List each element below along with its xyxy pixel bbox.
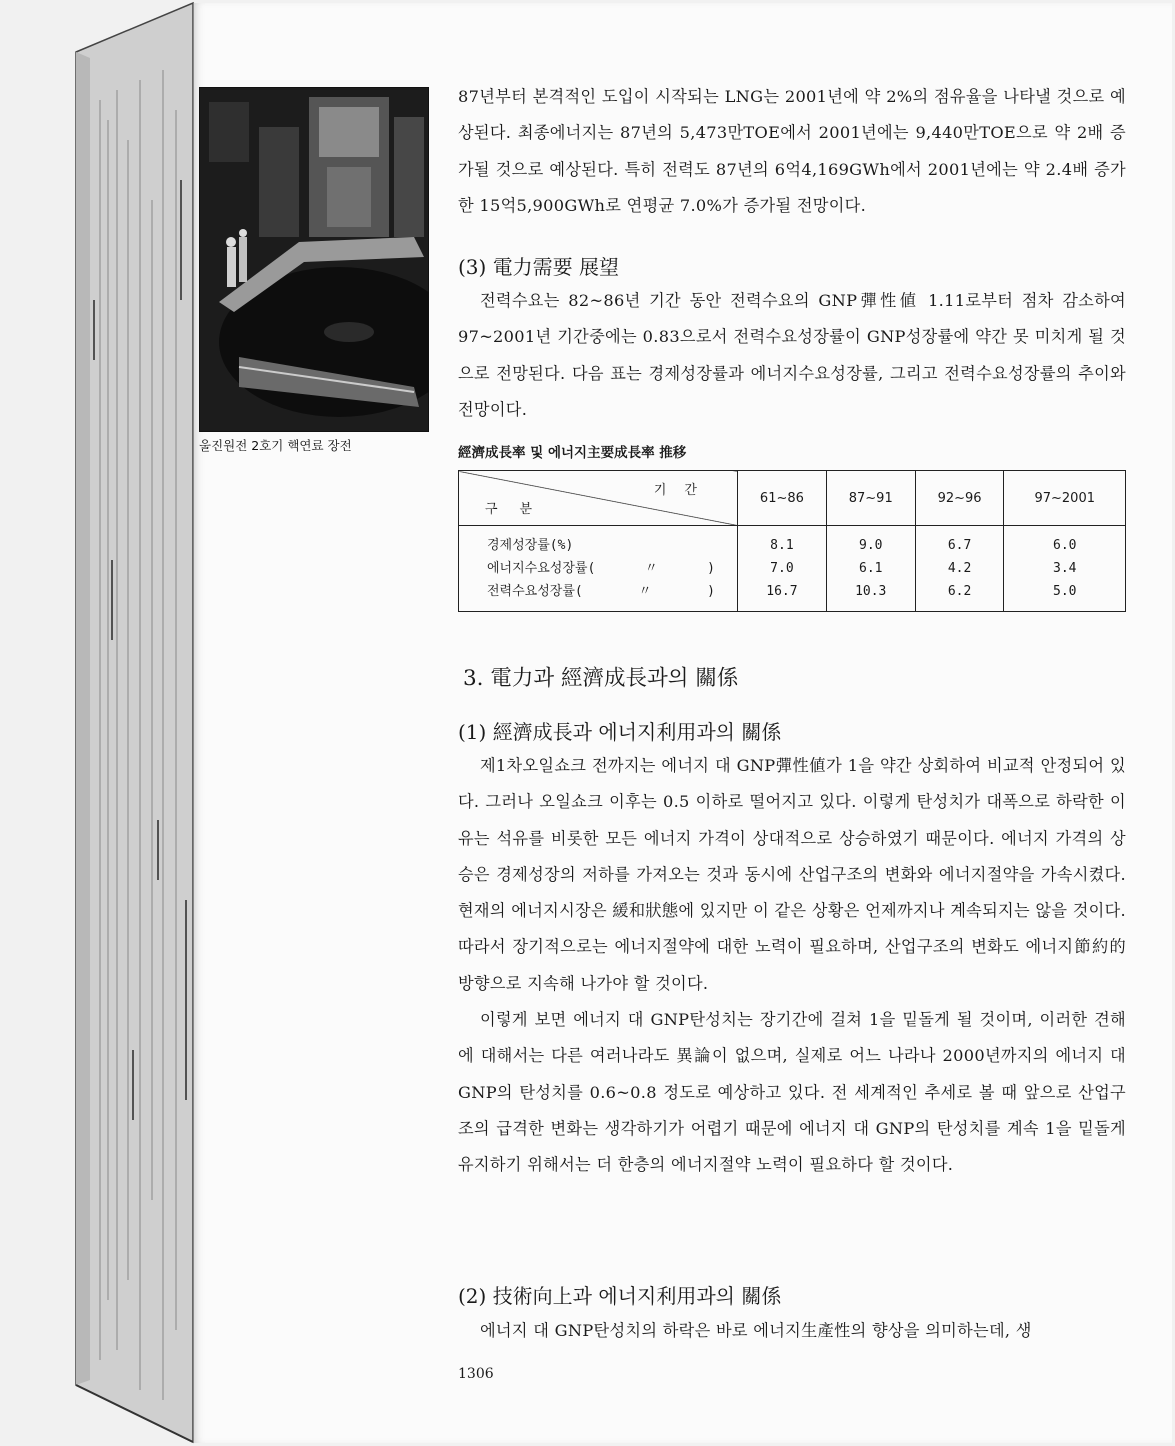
table-cell: 6.0 — [1053, 538, 1077, 553]
table-cell: 8.1 — [770, 538, 794, 553]
table-header-row — [459, 471, 1126, 526]
row-label: 경제성장률(%) — [487, 538, 574, 553]
intro-text: 87년부터 본격적인 도입이 시작되는 LNG는 2001년에 약 2%의 점유율을 나타낼 것으로 예상된다. 최종에너지는 87년의 5,473만TOE에서 2001년에는 9,440만TOE으로 약 2배 증가될 것으로 예상된다. 특히 전력도 87년의 6억4,169GWh에서 2001년에는 약 2.4배 증가한 15억5,900GWh로 연평균 7.0%가 증가될 전망이다. — [458, 87, 1126, 215]
section-3-text: 전력수요는 82~86년 기간 동안 전력수요의 GNP彈性値 1.11로부터 점차 감소하여 97~2001년 기간중에는 0.83으로서 전력수요성장률이 GNP성장률에 약간 못 미치게 될 것으로 전망된다. 다음 표는 경제성장률과 에너지수요성장률, 그리고 전력수요성장률의 추이와 전망이다. — [458, 291, 1126, 419]
section-heading-1: (1) 經濟成長과 에너지利用과의 關係 — [458, 720, 782, 744]
table-cell: 3.4 — [1053, 561, 1077, 576]
table-cell: 6.7 — [947, 538, 972, 553]
table-cell: 16.7 — [766, 584, 798, 599]
section-2-text: 에너지 대 GNP탄성치의 하락은 바로 에너지生產性의 향상을 의미하는데, 생 — [480, 1321, 1032, 1340]
table-cell: 7.0 — [770, 561, 794, 576]
section-1-body — [458, 748, 1126, 1184]
section-1-para-1: 제1차오일쇼크 전까지는 에너지 대 GNP彈性値가 1을 약간 상회하여 비교적 안정되어 있다. 그러나 오일쇼크 이후는 0.5 이하로 떨어지고 있다. 이렇게 탄성치가 대폭으로 하락한 이유는 석유를 비롯한 모든 에너지 가격이 상대적으로 상승하였기 때문이다. 에너지 가격의 상승은 경제성장의 저하를 가져오는 것과 동시에 산업구조의 변화와 에너지절약을 가속시켰다. 현재의 에너지시장은 緩和狀態에 있지만 이 같은 상황은 언제까지나 계속되지는 않을 것이다. 따라서 장기적으로는 에너지절약에 대한 노력이 필요하며, 산업구조의 변화도 에너지節約的 방향으로 지속해 나가야 할 것이다. — [458, 756, 1126, 993]
row-labels-cell — [459, 526, 738, 612]
value-column — [826, 526, 915, 612]
table-cell: 5.0 — [1053, 584, 1077, 599]
intro-paragraph — [458, 79, 1126, 224]
growth-rate-table — [458, 470, 1126, 612]
table-cell: 10.3 — [855, 584, 887, 599]
table-cell: 4.2 — [947, 561, 972, 576]
section-1-para-2: 이렇게 보면 에너지 대 GNP탄성치는 장기간에 걸쳐 1을 밑돌게 될 것이며, 이러한 견해에 대해서는 다른 여러나라도 異論이 없으며, 실제로 어느 나라나 2000년까지의 에너지 대 GNP의 탄성치를 0.6~0.8 정도로 예상하고 있다. 전 세계적인 추세로 볼 때 앞으로 산업구조의 급격한 변화는 생각하기가 어렵기 때문에 에너지 대 GNP의 탄성치를 계속 1을 밑돌게 유지하기 위해서는 더 한층의 에너지절약 노력이 필요하다 할 것이다. — [458, 1010, 1126, 1175]
value-column — [915, 526, 1004, 612]
section-heading-3: (3) 電力需要 展望 — [458, 255, 620, 279]
table-corner-cell — [459, 471, 738, 526]
row-label: 전력수요성장률(〃) — [487, 584, 715, 599]
corner-top-label: 기간 — [653, 483, 715, 498]
row-label: 에너지수요성장률(〃) — [487, 561, 715, 576]
reactor-photo — [199, 87, 429, 432]
table-cell: 9.0 — [859, 538, 883, 553]
photo-caption: 울진원전 2호기 핵연료 장전 — [199, 438, 352, 453]
column-header: 92~96 — [915, 471, 1004, 526]
value-column — [738, 526, 827, 612]
chapter-heading: 3. 電力과 經濟成長과의 關係 — [463, 666, 739, 691]
column-header: 61~86 — [738, 471, 827, 526]
column-header: 87~91 — [826, 471, 915, 526]
table-cell: 6.2 — [947, 584, 972, 599]
section-2-body — [458, 1313, 1126, 1349]
column-header: 97~2001 — [1004, 471, 1126, 526]
section-heading-2: (2) 技術向上과 에너지利用과의 關係 — [458, 1284, 782, 1308]
table-body-row — [459, 526, 1126, 612]
section-3-body — [458, 283, 1126, 428]
page-number: 1306 — [458, 1366, 494, 1382]
table-cell: 6.1 — [859, 561, 883, 576]
value-column — [1004, 526, 1126, 612]
corner-bottom-label: 구분 — [485, 502, 555, 517]
table-title: 經濟成長率 및 에너지主要成長率 推移 — [458, 445, 687, 461]
